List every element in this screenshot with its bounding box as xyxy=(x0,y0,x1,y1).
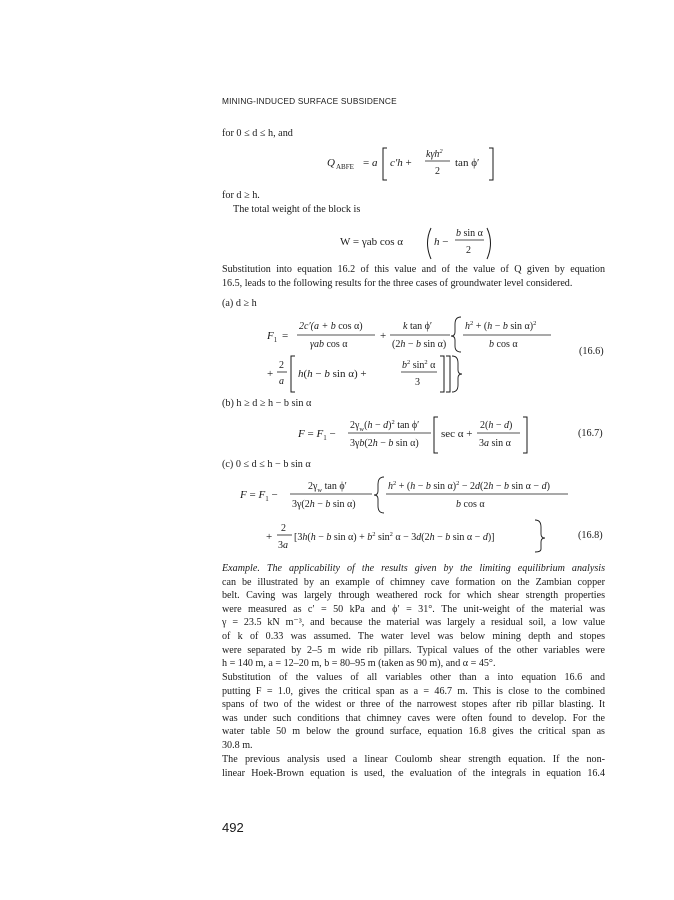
substitution-line-1: Substitution into equation 16.2 of this value and of the value of Q given by equation xyxy=(222,264,605,275)
svg-text:c′h +: c′h + xyxy=(390,157,412,169)
svg-text:h2 + (h − b sin α)2 − 2d(2h −: $h^2 + (h - b$ sin α)$^2$ − 2d(2h − b sin α − d) xyxy=(388,480,550,492)
example-line: of k of 0.33 was assumed. The water level was below mining depth and stopes xyxy=(222,630,605,642)
svg-text:3a: 3a xyxy=(278,540,288,551)
svg-text:h −: h − xyxy=(434,236,449,248)
running-header: MINING-INDUCED SURFACE SUBSIDENCE xyxy=(222,96,397,106)
critical-span-line: was under such conditions that chimney caves were often found to develop. For the xyxy=(222,712,605,724)
svg-text:2: 2 xyxy=(466,245,471,256)
svg-text:γab cos α: γab cos α xyxy=(310,339,348,350)
equation-number-16-8: (16.8) xyxy=(578,530,603,541)
svg-text:2: 2 xyxy=(281,523,286,534)
svg-text:sec α +: sec α + xyxy=(441,428,473,440)
svg-text:(2h − b sin α): (2h − b sin α) xyxy=(392,339,447,350)
case-c-label: (c) 0 ≤ d ≤ h − b sin α xyxy=(222,459,311,470)
example-line: were separated by 2–5 m wide rib pillars. Typical values of the other variables were xyxy=(222,644,605,656)
equation-16-7 xyxy=(296,413,536,455)
case-b-label: (b) h ≥ d ≥ h − b sin α xyxy=(222,398,312,409)
example-paragraph xyxy=(222,562,605,671)
svg-text:2(h − d): 2(h − d) xyxy=(480,420,513,431)
svg-text:+: + xyxy=(267,368,274,380)
svg-text:2c′(a + b cos α): 2c′(a + b cos α) xyxy=(299,321,363,332)
example-line: γ = 23.5 kN m⁻³, and because the material was largely a residual soil, a low value xyxy=(222,617,605,629)
svg-text:3γ(2h − b sin α): 3γ(2h − b sin α) xyxy=(292,499,356,510)
critical-span-line: water table 50 m below the ground surface, equation 16.8 gives the critical span as xyxy=(222,726,605,738)
equation-number-16-7: (16.7) xyxy=(578,428,603,439)
equation-block-weight xyxy=(338,222,498,262)
svg-text:F = F1 −: $F = F_1$ − xyxy=(298,428,336,442)
critical-span-line: putting F = 1.0, gives the critical span as a = 46.7 m. This is close to the combined xyxy=(222,685,605,697)
hoek-brown-paragraph xyxy=(222,753,605,780)
substitution-line-2: 16.5, leads to the following results for the three cases of groundwater level considered. xyxy=(222,277,573,289)
page-number: 492 xyxy=(222,820,244,835)
svg-text:W = γab cos α: W = γab cos α xyxy=(340,236,404,248)
substitution-paragraph xyxy=(222,263,605,290)
critical-span-paragraph xyxy=(222,671,605,753)
svg-text:b2 sin2 α: $b^2$ $\sin^2 \alpha$ xyxy=(402,359,436,371)
condition-line-1: for 0 ≤ d ≤ h, and xyxy=(222,128,293,139)
weight-sentence: The total weight of the block is xyxy=(233,204,361,215)
svg-text:kγh2: kγh$^2$ xyxy=(426,148,443,160)
svg-text:k tan ϕ′: k tan ϕ′ xyxy=(403,321,433,332)
critical-span-line: spans of two of the widest or three of the narrowest stopes after rib pillar blasting. It xyxy=(222,699,605,711)
svg-text:tan ϕ′: tan ϕ′ xyxy=(455,157,480,169)
svg-text:= a: = a xyxy=(363,157,378,169)
svg-text:2: 2 xyxy=(435,166,440,177)
svg-text:F1: $F_1$ xyxy=(267,330,278,344)
svg-text:+: + xyxy=(380,330,387,342)
svg-text:F = F1 −: $F = F_1$ − xyxy=(240,489,278,503)
svg-text:b sin α: b sin α xyxy=(456,228,483,239)
svg-text:2γw tan ϕ′: $2\gamma_w$ tan ϕ′ xyxy=(308,481,347,494)
equation-q-abfe xyxy=(325,140,505,184)
critical-span-line: 30.8 m. xyxy=(222,739,253,751)
svg-text:=: = xyxy=(282,330,289,342)
equation-number-16-6: (16.6) xyxy=(579,346,604,357)
svg-text:+: + xyxy=(266,531,273,543)
example-line: were measured as c′ = 50 kPa and ϕ′ = 31°. The unit-weight of the material was xyxy=(222,603,605,615)
svg-text:b cos α: b cos α xyxy=(489,339,518,350)
svg-text:Q: Q xyxy=(327,157,335,169)
svg-text:a: a xyxy=(279,376,284,387)
svg-text:3a sin α: 3a sin α xyxy=(479,438,511,449)
example-line: h = 140 m, a = 12–20 m, b = 80–95 m (taken as 90 m), and α = 45°. xyxy=(222,658,496,670)
example-line: Example. The applicability of the results given by the limiting equilibrium analysis xyxy=(222,563,605,574)
example-line: belt. Caving was largely through weathered rock for which shear strength properties xyxy=(222,590,605,602)
equation-16-6 xyxy=(255,312,575,394)
hoek-brown-line: linear Hoek-Brown equation is used, the evaluation of the integrals in equation 16.4 xyxy=(222,767,605,779)
svg-text:h(h − b sin α) +: h(h − b sin α) + xyxy=(298,368,367,380)
example-line: can be illustrated by an example of chimney cave formation on the Zambian copper xyxy=(222,576,605,588)
svg-text:[3h(h − b sin α) + b2 sin2 α −: [3h(h − b $\sin \alpha) + b^2$ $\sin^2 \alpha - 3d(2h - b$ sin α − d)] xyxy=(294,531,495,543)
hoek-brown-line: The previous analysis used a linear Coulomb shear strength equation. If the non- xyxy=(222,754,605,765)
svg-text:3: 3 xyxy=(415,377,420,388)
case-a-label: (a) d ≥ h xyxy=(222,298,257,309)
svg-text:2γw(h − d)2 tan ϕ′: $2\gamma_w(h - d)^2$ tan ϕ′ xyxy=(350,419,420,433)
critical-span-line: Substitution of the values of all variables other than a into equation 16.6 and xyxy=(222,672,605,683)
condition-line-2: for d ≥ h. xyxy=(222,190,260,201)
svg-text:ABFE: ABFE xyxy=(336,163,354,171)
svg-text:3γb(2h − b sin α): 3γb(2h − b sin α) xyxy=(350,438,419,449)
svg-text:b cos α: b cos α xyxy=(456,499,485,510)
equation-16-8 xyxy=(238,474,578,554)
svg-text:2: 2 xyxy=(279,360,284,371)
svg-text:h2 + (h − b sin α)2: $h^2 + (h - b$ sin α)$^2$ xyxy=(465,320,537,332)
